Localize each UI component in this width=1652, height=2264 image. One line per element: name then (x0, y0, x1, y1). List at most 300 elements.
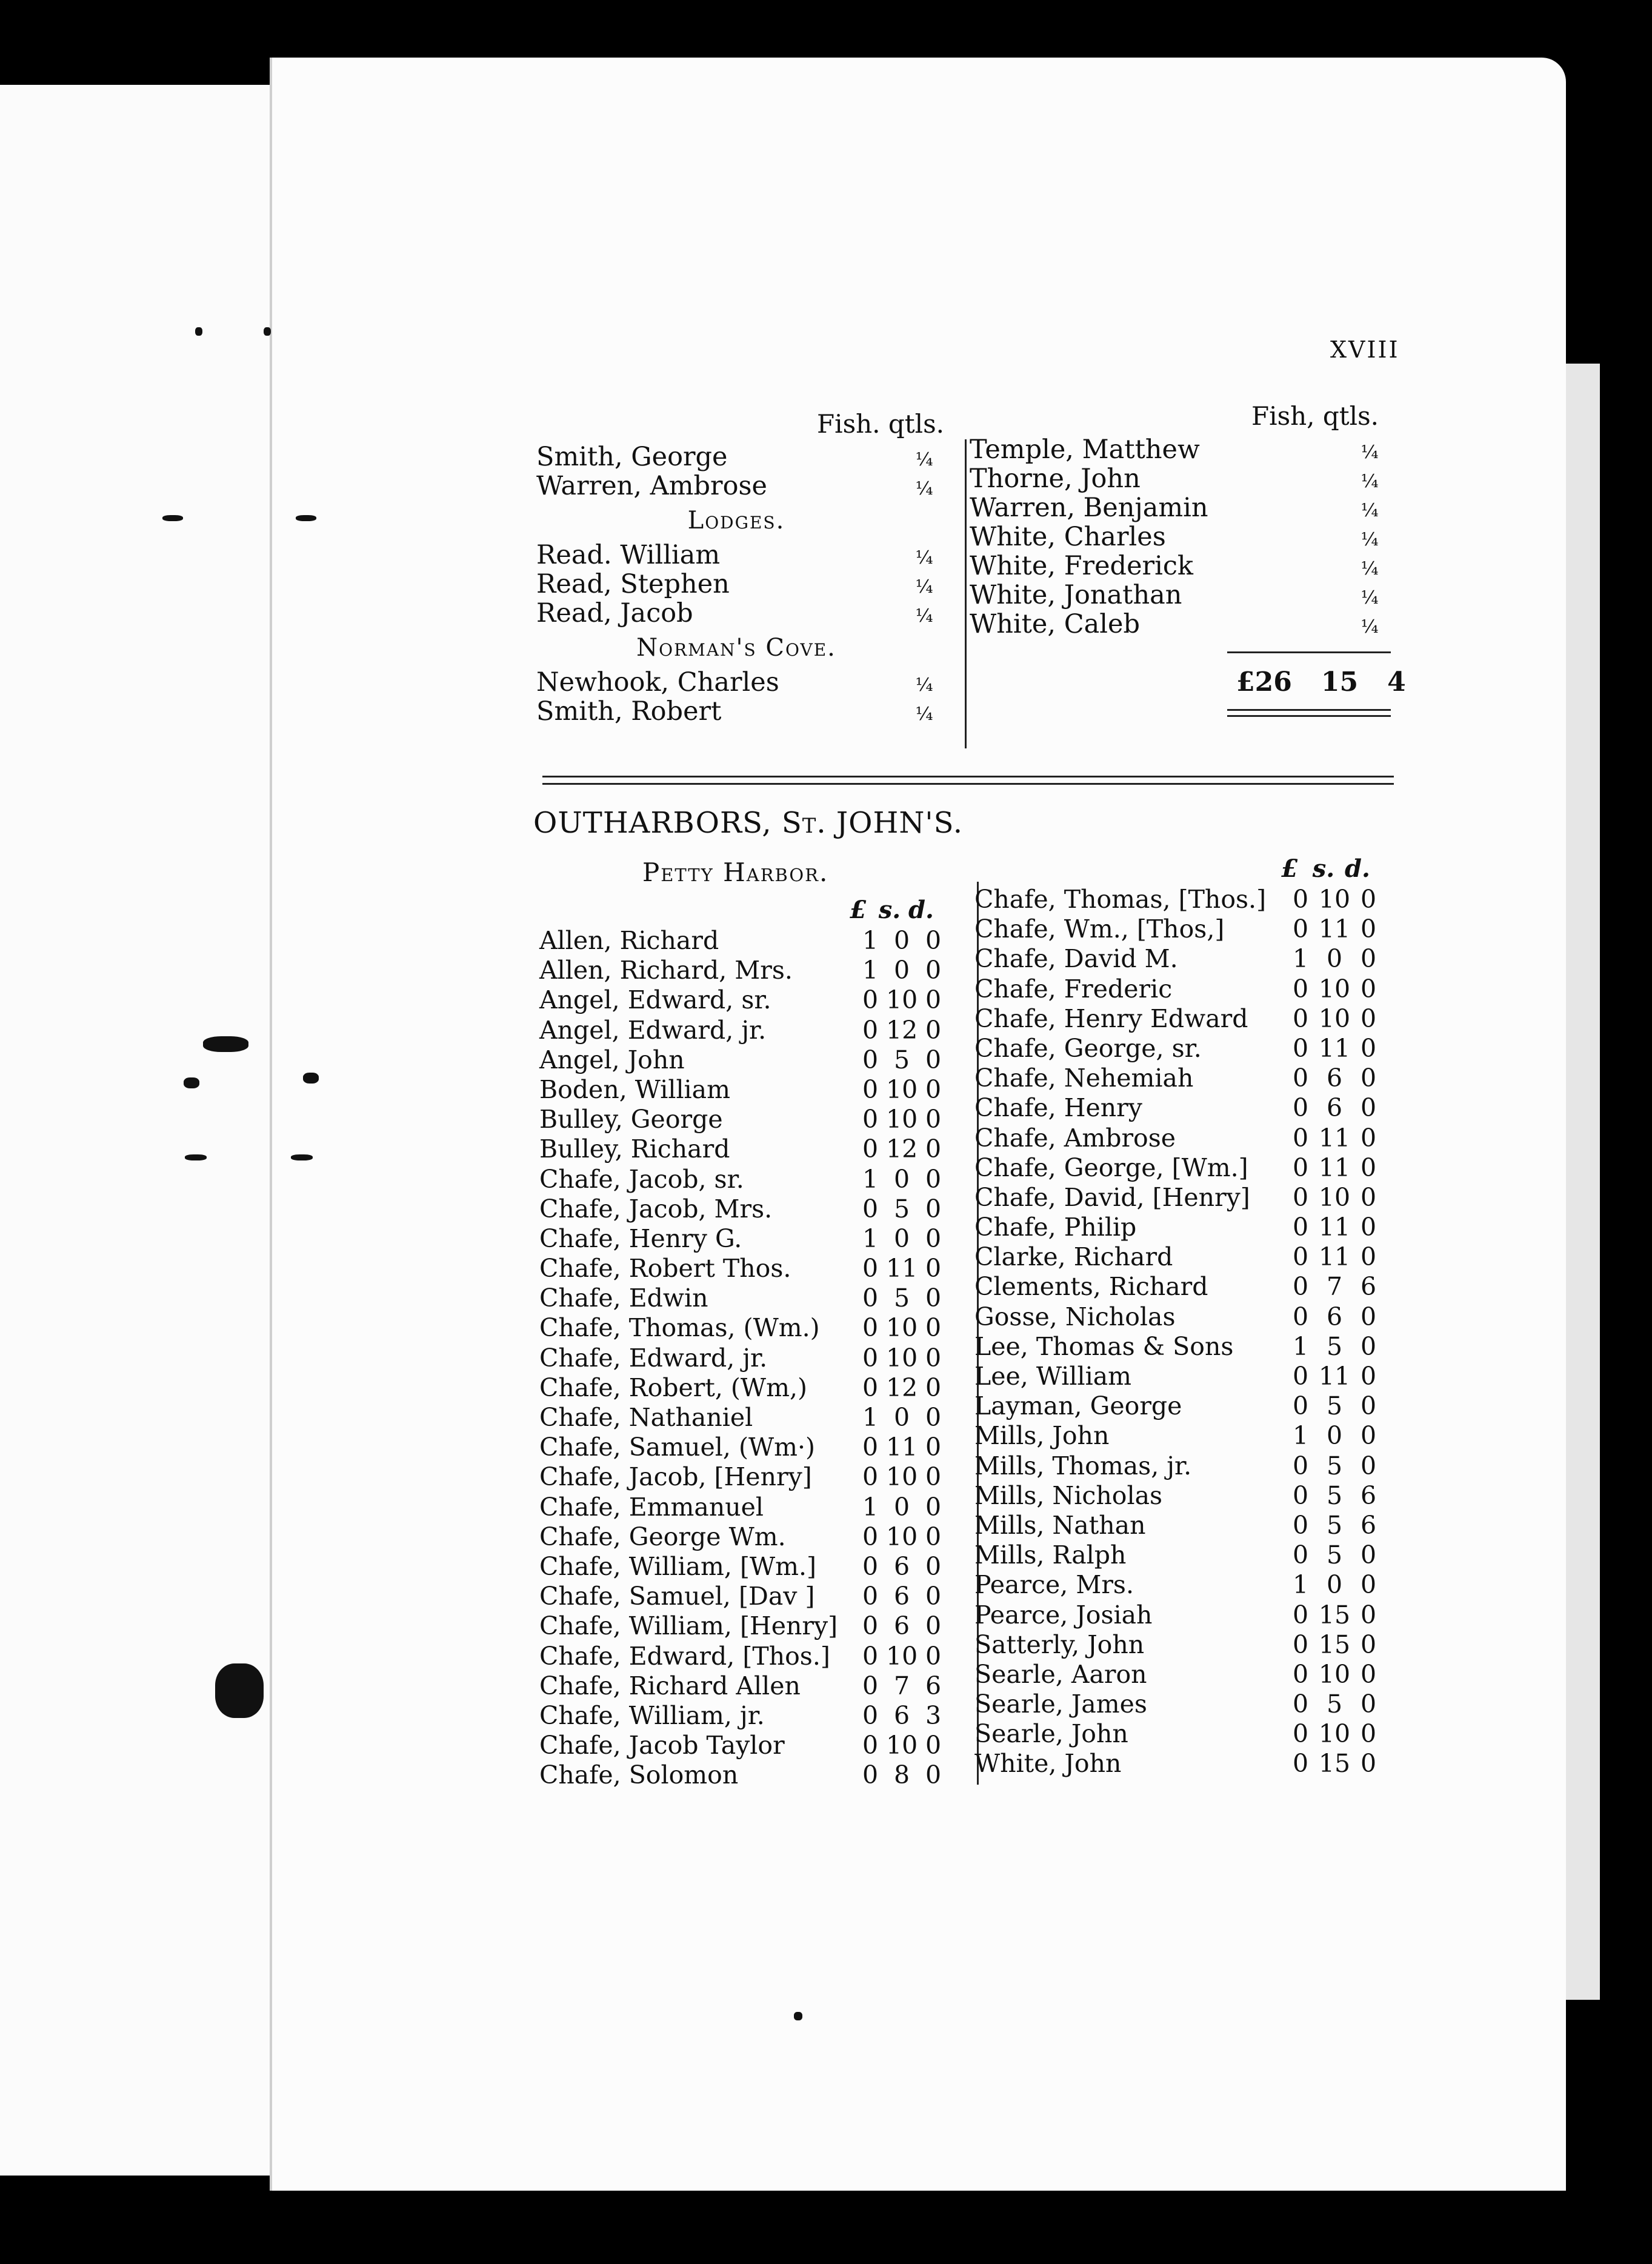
shillings-value: 5 (893, 1045, 910, 1074)
table-row (974, 1362, 1385, 1391)
shillings-value: 5 (893, 1194, 910, 1224)
table-row (539, 1165, 949, 1194)
pounds-value: 1 (862, 1492, 879, 1522)
table-row (974, 1034, 1385, 1064)
subscriber-name: Angel, Edward, sr. (539, 985, 771, 1015)
pounds-value: 0 (1292, 1153, 1309, 1182)
pounds-value: 0 (862, 1433, 879, 1462)
pence-value: 0 (1360, 1242, 1377, 1272)
pounds-value: 1 (862, 1164, 879, 1194)
table-row (539, 1493, 949, 1522)
pounds-value: 1 (862, 926, 879, 955)
total-amount (1236, 667, 1406, 698)
table-row (539, 1611, 949, 1641)
table-row (974, 1570, 1385, 1600)
total-shillings: 15 (1321, 667, 1359, 698)
table-row (974, 1153, 1385, 1183)
table-row (974, 1749, 1385, 1779)
shillings-value: 6 (893, 1551, 910, 1581)
shillings-value: 0 (893, 1403, 910, 1432)
section-title-place: St. JOHN'S. (781, 806, 963, 840)
fish-quintals-header-right: Fish, qtls. (1251, 401, 1379, 431)
subscriber-name: Chafe, David, [Henry] (974, 1182, 1250, 1212)
shillings-value: 0 (1326, 944, 1343, 974)
shillings-value: 6 (893, 1611, 910, 1641)
shillings-value: 10 (1318, 1719, 1351, 1749)
table-row (539, 1283, 949, 1313)
list-item: Newhook, Charles ¼ (536, 667, 933, 698)
pence-value: 0 (1360, 1182, 1377, 1212)
subscriber-name: Chafe, William, [Henry] (539, 1611, 838, 1641)
pence-value: 0 (925, 1641, 942, 1671)
list-item: White, Jonathan ¼ (970, 580, 1379, 610)
column-divider (965, 439, 967, 748)
shillings-value: 0 (1326, 1421, 1343, 1451)
shillings-value: 10 (886, 1105, 918, 1134)
shillings-value: 0 (893, 1224, 910, 1253)
fish-quintals-header: Fish. qtls. (817, 409, 944, 439)
pounds-value: 0 (862, 1343, 879, 1373)
pounds-header: £ (1281, 854, 1298, 883)
pence-value: 0 (1360, 1570, 1377, 1600)
pence-value: 0 (925, 1522, 942, 1551)
pence-value: 0 (925, 1611, 942, 1641)
shillings-value: 10 (886, 985, 918, 1015)
subscriber-name: Chafe, George, sr. (974, 1033, 1202, 1063)
subscriber-name: Allen, Richard (539, 926, 719, 955)
shillings-value: 10 (886, 1074, 918, 1104)
pence-value: 0 (1360, 974, 1377, 1004)
pounds-value: 0 (862, 1582, 879, 1611)
pence-value: 0 (925, 1134, 942, 1164)
scan-speck (185, 1154, 207, 1160)
shillings-value: 15 (1318, 1749, 1351, 1779)
pounds-value: 0 (1292, 1510, 1309, 1540)
pence-value: 0 (925, 1045, 942, 1074)
list-item: Warren, Ambrose ¼ (536, 471, 933, 501)
scan-speck (203, 1036, 248, 1052)
scan-speck (303, 1073, 319, 1084)
right-column-header (1273, 854, 1374, 883)
table-row (539, 1373, 949, 1403)
shillings-value: 0 (893, 1164, 910, 1194)
pence-value: 0 (1360, 1093, 1377, 1123)
pence-value: 0 (925, 1462, 942, 1492)
pounds-value: 0 (1292, 1004, 1309, 1033)
pence-value: 0 (1360, 914, 1377, 944)
table-row (539, 926, 949, 956)
pence-value: 0 (1360, 1362, 1377, 1391)
list-item: Read, Stephen ¼ (536, 569, 933, 599)
pence-value: 0 (1360, 1749, 1377, 1779)
pence-value: 6 (1360, 1272, 1377, 1302)
petty-harbor-heading: Petty Harbor. (642, 857, 829, 887)
pounds-value: 0 (1292, 1272, 1309, 1302)
shillings-value: 10 (886, 1731, 918, 1760)
table-row (974, 1391, 1385, 1421)
pounds-value: 0 (862, 1462, 879, 1492)
pounds-value: 0 (862, 1045, 879, 1074)
table-row (974, 1332, 1385, 1362)
table-row (539, 1552, 949, 1582)
pounds-value: 0 (862, 1641, 879, 1671)
subscriber-name: Chafe, Jacob, [Henry] (539, 1462, 812, 1492)
pounds-value: 0 (862, 1134, 879, 1164)
subscriber-name: Chafe, Thomas, (Wm.) (539, 1313, 820, 1343)
top-right-column (970, 435, 1382, 639)
shillings-value: 5 (1326, 1690, 1343, 1719)
pence-value: 0 (1360, 1451, 1377, 1480)
shillings-value: 10 (886, 1343, 918, 1373)
pence-value: 0 (925, 926, 942, 955)
subscriber-name: Bulley, Richard (539, 1134, 730, 1164)
pence-value: 6 (1360, 1480, 1377, 1510)
shillings-value: 11 (1318, 1362, 1351, 1391)
shillings-value: 0 (893, 926, 910, 955)
shillings-value: 5 (893, 1283, 910, 1313)
total-pounds: £26 (1236, 667, 1292, 698)
table-row (974, 1183, 1385, 1213)
subscriber-name: Clements, Richard (974, 1272, 1208, 1302)
pence-value: 0 (1360, 1421, 1377, 1451)
pounds-value: 0 (1292, 1093, 1309, 1123)
shillings-value: 7 (1326, 1272, 1343, 1302)
table-row (539, 1522, 949, 1552)
table-row (974, 1451, 1385, 1481)
pounds-value: 0 (1292, 914, 1309, 944)
subscriber-name: Chafe, Robert, (Wm,) (539, 1373, 807, 1402)
total-pence: 4 (1387, 667, 1406, 698)
subscriber-name: Chafe, Nehemiah (974, 1064, 1194, 1093)
pence-value: 0 (925, 1433, 942, 1462)
pence-value: 0 (1360, 1690, 1377, 1719)
shillings-header: s. (878, 896, 901, 924)
subscriber-name: Chafe, Robert Thos. (539, 1254, 791, 1283)
subscriber-name: Chafe, Jacob, sr. (539, 1164, 744, 1194)
pence-value: 0 (925, 1105, 942, 1134)
section-divider (542, 776, 1394, 777)
subscriber-name: Mills, Ralph (974, 1540, 1127, 1570)
shillings-value: 8 (893, 1760, 910, 1790)
facing-page-margin (0, 85, 270, 2176)
list-item: White, Caleb ¼ (970, 609, 1379, 639)
scan-speck (291, 1154, 313, 1160)
pounds-value: 0 (862, 1760, 879, 1790)
pounds-value: 1 (1292, 944, 1309, 974)
table-row (539, 1701, 949, 1731)
list-item: Read, Jacob ¼ (536, 598, 933, 628)
table-row (539, 1433, 949, 1462)
table-row (539, 985, 949, 1015)
subscriber-name: Chafe, Richard Allen (539, 1671, 801, 1700)
pence-value: 0 (925, 1283, 942, 1313)
pounds-value: 0 (1292, 1362, 1309, 1391)
pounds-value: 0 (1292, 1242, 1309, 1272)
pence-value: 0 (925, 956, 942, 985)
pence-value: 0 (1360, 885, 1377, 914)
list-item: Thorne, John ¼ (970, 464, 1379, 494)
scan-speck (195, 327, 202, 336)
subscriber-name: Mills, John (974, 1421, 1110, 1451)
table-row (539, 1760, 949, 1790)
pounds-value: 0 (1292, 1033, 1309, 1063)
pence-value: 0 (925, 1224, 942, 1253)
shillings-value: 12 (886, 1373, 918, 1402)
scan-speck (296, 515, 316, 521)
scan-speck (794, 2012, 802, 2020)
subscriber-name: Satterly, John (974, 1630, 1145, 1659)
shillings-value: 11 (1318, 1123, 1351, 1153)
shillings-value: 10 (1318, 1182, 1351, 1212)
shillings-value: 6 (893, 1700, 910, 1730)
subscriber-name: Angel, Edward, jr. (539, 1015, 767, 1045)
subscriber-name: Pearce, Mrs. (974, 1570, 1134, 1600)
subscriber-name: Chafe, Henry (974, 1093, 1142, 1123)
pence-value: 0 (925, 1074, 942, 1104)
pence-value: 0 (1360, 1064, 1377, 1093)
subscriber-name: Mills, Thomas, jr. (974, 1451, 1192, 1480)
pounds-value: 0 (862, 1671, 879, 1700)
pounds-value: 0 (1292, 1213, 1309, 1242)
table-row (974, 1511, 1385, 1540)
table-row (974, 1690, 1385, 1719)
subscriber-name: Bulley, George (539, 1105, 723, 1134)
list-item: Temple, Matthew ¼ (970, 434, 1379, 465)
pounds-value: 1 (1292, 1570, 1309, 1600)
table-row (539, 1642, 949, 1671)
pounds-value: 0 (862, 1700, 879, 1730)
shillings-value: 10 (1318, 1004, 1351, 1033)
table-row (974, 1213, 1385, 1242)
pence-value: 0 (1360, 1302, 1377, 1331)
pounds-value: 0 (862, 1313, 879, 1343)
pence-value: 0 (1360, 1719, 1377, 1749)
shillings-value: 10 (886, 1641, 918, 1671)
subscriber-name: Searle, James (974, 1690, 1147, 1719)
table-row (974, 1660, 1385, 1690)
shillings-value: 11 (886, 1254, 918, 1283)
shillings-value: 5 (1326, 1391, 1343, 1421)
pence-value: 0 (925, 1194, 942, 1224)
pence-value: 0 (1360, 1123, 1377, 1153)
pence-value: 0 (1360, 1630, 1377, 1659)
pence-value: 0 (925, 1373, 942, 1402)
pence-header: d. (1345, 854, 1370, 883)
subscriber-name: Chafe, Henry Edward (974, 1004, 1248, 1033)
pounds-value: 0 (1292, 1123, 1309, 1153)
shillings-value: 6 (1326, 1302, 1343, 1331)
list-item: Smith, George ¼ (536, 442, 933, 472)
subscriber-name: Chafe, Emmanuel (539, 1492, 764, 1522)
pounds-value: 0 (862, 985, 879, 1015)
shillings-value: 5 (1326, 1510, 1343, 1540)
subscriber-name: Clarke, Richard (974, 1242, 1173, 1272)
table-row (539, 1016, 949, 1045)
pounds-value: 0 (1292, 1480, 1309, 1510)
subscriber-name: Searle, John (974, 1719, 1128, 1749)
table-row (539, 1582, 949, 1611)
subscriber-name: Chafe, Jacob, Mrs. (539, 1194, 773, 1224)
subscriber-name: Chafe, Philip (974, 1213, 1137, 1242)
subscriber-name: Chafe, Henry G. (539, 1224, 742, 1253)
shillings-value: 6 (893, 1582, 910, 1611)
subscriber-name: Lee, Thomas & Sons (974, 1331, 1234, 1361)
pounds-value: 0 (862, 1373, 879, 1402)
left-column-header (842, 896, 937, 924)
pounds-value: 0 (1292, 1719, 1309, 1749)
subscriber-name: White, John (974, 1749, 1122, 1779)
shillings-value: 11 (1318, 1153, 1351, 1182)
subscriber-name: Chafe, Edward, jr. (539, 1343, 768, 1373)
table-row (974, 1242, 1385, 1272)
shillings-value: 0 (893, 956, 910, 985)
table-row (974, 1481, 1385, 1511)
subscriber-name: Pearce, Josiah (974, 1600, 1153, 1630)
pounds-value: 0 (862, 1015, 879, 1045)
pence-value: 0 (925, 1164, 942, 1194)
pounds-value: 1 (862, 956, 879, 985)
subscriber-name: Boden, William (539, 1074, 730, 1104)
list-item: Read. William ¼ (536, 540, 933, 570)
shillings-value: 7 (893, 1671, 910, 1700)
pounds-value: 0 (1292, 885, 1309, 914)
shillings-value: 15 (1318, 1600, 1351, 1630)
table-row (974, 1719, 1385, 1749)
pounds-value: 0 (1292, 1540, 1309, 1570)
pence-value: 0 (1360, 1659, 1377, 1689)
subscriber-name: Chafe, William, jr. (539, 1700, 765, 1730)
shillings-value: 10 (1318, 974, 1351, 1004)
table-row (974, 1630, 1385, 1660)
pence-value: 0 (1360, 1004, 1377, 1033)
subscriber-name: Chafe, Ambrose (974, 1123, 1176, 1153)
scan-speck (215, 1663, 264, 1718)
shillings-value: 6 (1326, 1093, 1343, 1123)
table-row (974, 1302, 1385, 1332)
shillings-value: 10 (1318, 1659, 1351, 1689)
table-row (539, 956, 949, 985)
scan-speck (184, 1077, 199, 1088)
pence-value: 0 (925, 1731, 942, 1760)
shillings-header: s. (1312, 854, 1335, 883)
pence-value: 0 (1360, 1153, 1377, 1182)
total-rule (1227, 651, 1391, 653)
list-item: White, Frederick ¼ (970, 551, 1379, 581)
shillings-value: 11 (1318, 1213, 1351, 1242)
table-row (539, 1343, 949, 1373)
table-row (539, 1671, 949, 1701)
table-row (539, 1313, 949, 1343)
page-edge (1564, 364, 1600, 2000)
subscriber-name: Chafe, Solomon (539, 1760, 739, 1790)
subscriber-name: Chafe, George Wm. (539, 1522, 786, 1551)
subscriber-name: Chafe, Jacob Taylor (539, 1731, 785, 1760)
table-row (539, 1403, 949, 1433)
scan-speck (162, 515, 183, 521)
pounds-value: 0 (1292, 1182, 1309, 1212)
shillings-value: 0 (893, 1492, 910, 1522)
shillings-value: 5 (1326, 1540, 1343, 1570)
subscriber-name: Chafe, Samuel, [Dav ] (539, 1582, 815, 1611)
pence-value: 0 (925, 1492, 942, 1522)
pounds-value: 0 (1292, 1630, 1309, 1659)
lodges-heading: Lodges. (687, 507, 785, 534)
shillings-value: 5 (1326, 1331, 1343, 1361)
top-left-column (536, 442, 936, 726)
subscriber-name: Chafe, George, [Wm.] (974, 1153, 1248, 1182)
pence-value: 0 (925, 1343, 942, 1373)
pounds-value: 1 (862, 1403, 879, 1432)
normans-cove-heading: Norman's Cove. (636, 634, 836, 662)
table-row (539, 1462, 949, 1492)
pounds-value: 0 (862, 1074, 879, 1104)
pence-value: 0 (925, 985, 942, 1015)
pence-value: 0 (1360, 1213, 1377, 1242)
pounds-header: £ (850, 896, 867, 924)
table-row (974, 1272, 1385, 1302)
list-item: White, Charles ¼ (970, 522, 1379, 552)
table-row (539, 1731, 949, 1760)
table-row (974, 974, 1385, 1004)
petty-harbor-left-list (539, 926, 949, 1790)
section-title (533, 806, 963, 840)
shillings-value: 10 (886, 1462, 918, 1492)
shillings-value: 12 (886, 1134, 918, 1164)
shillings-value: 5 (1326, 1480, 1343, 1510)
list-item: Smith, Robert ¼ (536, 696, 933, 727)
pounds-value: 0 (862, 1194, 879, 1224)
subscriber-name: Chafe, Thomas, [Thos.] (974, 885, 1267, 914)
list-item: Warren, Benjamin ¼ (970, 493, 1379, 523)
shillings-value: 11 (1318, 1033, 1351, 1063)
pence-value: 0 (925, 1015, 942, 1045)
subscriber-name: Layman, George (974, 1391, 1182, 1421)
pence-value: 0 (925, 1551, 942, 1581)
pence-value: 6 (1360, 1510, 1377, 1540)
subscriber-name: Chafe, Frederic (974, 974, 1173, 1004)
pence-value: 6 (925, 1671, 942, 1700)
pounds-value: 0 (862, 1551, 879, 1581)
pounds-value: 0 (1292, 1600, 1309, 1630)
pounds-value: 1 (862, 1224, 879, 1253)
subscriber-name: Lee, William (974, 1362, 1132, 1391)
shillings-value: 11 (1318, 1242, 1351, 1272)
pounds-value: 1 (1292, 1331, 1309, 1361)
table-row (974, 1093, 1385, 1123)
page-number: XVIII (1330, 336, 1400, 363)
shillings-value: 11 (1318, 914, 1351, 944)
table-row (974, 1124, 1385, 1153)
pence-value: 0 (925, 1313, 942, 1343)
table-row (974, 1064, 1385, 1093)
pence-value: 0 (925, 1760, 942, 1790)
pence-value: 0 (1360, 1331, 1377, 1361)
pounds-value: 0 (862, 1731, 879, 1760)
pounds-value: 0 (1292, 1659, 1309, 1689)
subscriber-name: Mills, Nathan (974, 1510, 1146, 1540)
pounds-value: 0 (862, 1283, 879, 1313)
table-row (539, 1194, 949, 1224)
subscriber-name: Chafe, Wm., [Thos,] (974, 914, 1225, 944)
pounds-value: 0 (862, 1254, 879, 1283)
section-title-main: OUTHARBORS, (533, 806, 772, 840)
subscriber-name: Chafe, Samuel, (Wm·) (539, 1433, 816, 1462)
pence-value: 0 (925, 1403, 942, 1432)
pence-value: 0 (1360, 1033, 1377, 1063)
subscriber-name: Allen, Richard, Mrs. (539, 956, 793, 985)
table-row (974, 1540, 1385, 1570)
pounds-value: 0 (1292, 1064, 1309, 1093)
